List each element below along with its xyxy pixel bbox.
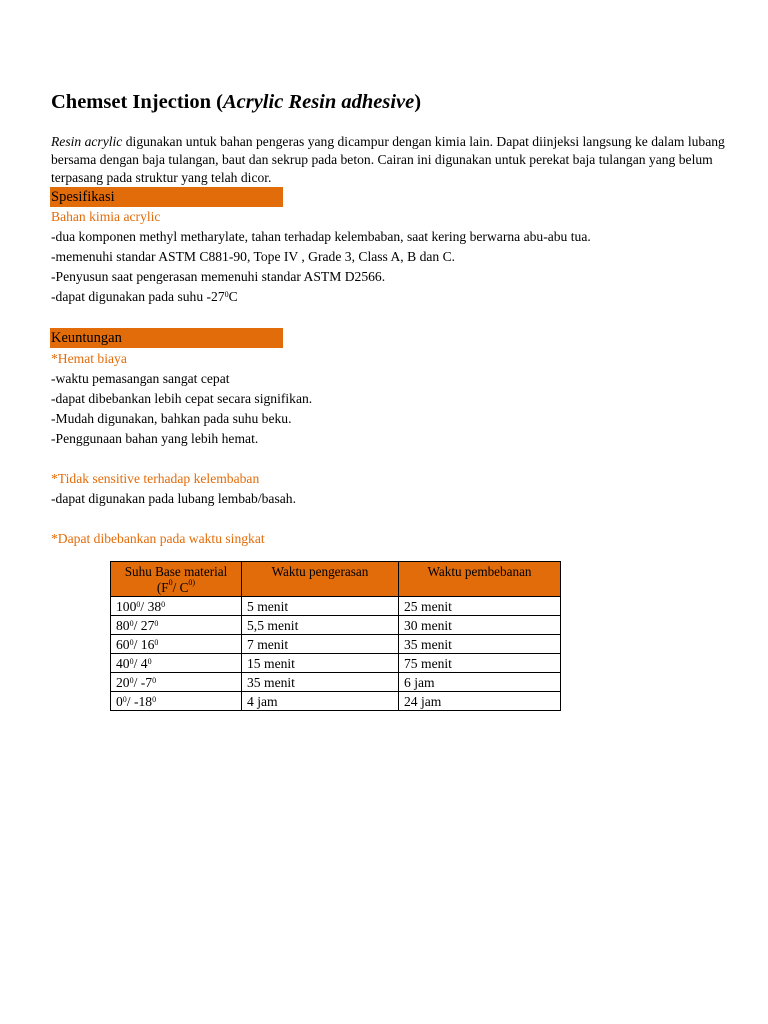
table-row <box>111 635 561 654</box>
loading-time-cell: 6 jam <box>399 673 561 692</box>
curing-time-cell: 5 menit <box>242 597 399 616</box>
keuntungan-heading: Keuntungan <box>50 328 283 348</box>
table-body <box>111 597 561 711</box>
temperature-cell: $40^0/$ $4^0$ <box>111 654 242 673</box>
loading-time-cell: 24 jam <box>399 692 561 711</box>
curing-time-cell: 7 menit <box>242 635 399 654</box>
intro-italic: Resin acrylic <box>51 134 123 149</box>
intro-paragraph <box>51 133 731 187</box>
curing-time-cell: 4 jam <box>242 692 399 711</box>
loading-time-cell: 35 menit <box>399 635 561 654</box>
loading-time-cell: 75 menit <box>399 654 561 673</box>
table-row <box>111 654 561 673</box>
temperature-cell: $0^0/$ $-18^0$ <box>111 692 242 711</box>
benefit-group-title: *Hemat biaya <box>51 351 127 366</box>
spec-item: -Penyusun saat pengerasan memenuhi standar ASTM D2566. <box>51 269 386 284</box>
spec-item: -dua komponen methyl metharylate, tahan terhadap kelembaban, saat kering berwarna abu-abu tua. <box>51 229 591 244</box>
loading-time-cell: 30 menit <box>399 616 561 635</box>
table-row <box>111 597 561 616</box>
table-row <box>111 616 561 635</box>
benefit-group-title: *Dapat dibebankan pada waktu singkat <box>51 531 265 546</box>
loading-time-cell: 25 menit <box>399 597 561 616</box>
curing-time-cell: 35 menit <box>242 673 399 692</box>
curing-time-cell: 15 menit <box>242 654 399 673</box>
table-row <box>111 673 561 692</box>
spesifikasi-subheading: Bahan kimia acrylic <box>51 209 161 224</box>
benefit-group-title: *Tidak sensitive terhadap kelembaban <box>51 471 260 486</box>
title-end: ) <box>414 91 422 113</box>
curing-time-cell: 5,5 menit <box>242 616 399 635</box>
temperature-cell: $100^0/$ $38^0$ <box>111 597 242 616</box>
header-temperature: Suhu Base material ($F^0/$ $C^{0)}$ <box>111 562 242 597</box>
benefit-item: -Penggunaan bahan yang lebih hemat. <box>51 431 259 446</box>
temperature-cell: $20^0/$ $-7^0$ <box>111 673 242 692</box>
header-loading-time: Waktu pembebanan <box>399 562 561 597</box>
temperature-cell: $60^0/$ $16^0$ <box>111 635 242 654</box>
header-curing-time: Waktu pengerasan <box>242 562 399 597</box>
table-row <box>111 692 561 711</box>
title-main: Chemset Injection ( <box>51 91 223 113</box>
benefit-item: -waktu pemasangan sangat cepat <box>51 371 230 386</box>
spec-item-temperature: -dapat digunakan pada suhu $-27^0C$ <box>51 289 238 304</box>
benefit-item: -dapat digunakan pada lubang lembab/basah. <box>51 491 296 506</box>
temperature-cell: $80^0/$ $27^0$ <box>111 616 242 635</box>
intro-text: digunakan untuk bahan pengeras yang dicampur dengan kimia lain. Dapat diinjeksi langsung ke dalam lubang bersama dengan baja tulangan, baut dan sekrup pada beton. Cairan ini digunakan untuk perekat baja tulangan yang belum terpasang pada struktur yang telah dicor. <box>51 134 725 185</box>
spesifikasi-heading: Spesifikasi <box>50 187 283 207</box>
table-header-row <box>111 562 561 597</box>
benefit-item: -Mudah digunakan, bahkan pada suhu beku. <box>51 411 292 426</box>
spec-item: -memenuhi standar ASTM C881-90, Tope IV , Grade 3, Class A, B dan C. <box>51 249 456 264</box>
curing-time-table <box>110 561 561 711</box>
benefit-item: -dapat dibebankan lebih cepat secara signifikan. <box>51 391 313 406</box>
title-italic: Acrylic Resin adhesive <box>222 91 415 113</box>
page-title <box>51 91 421 114</box>
